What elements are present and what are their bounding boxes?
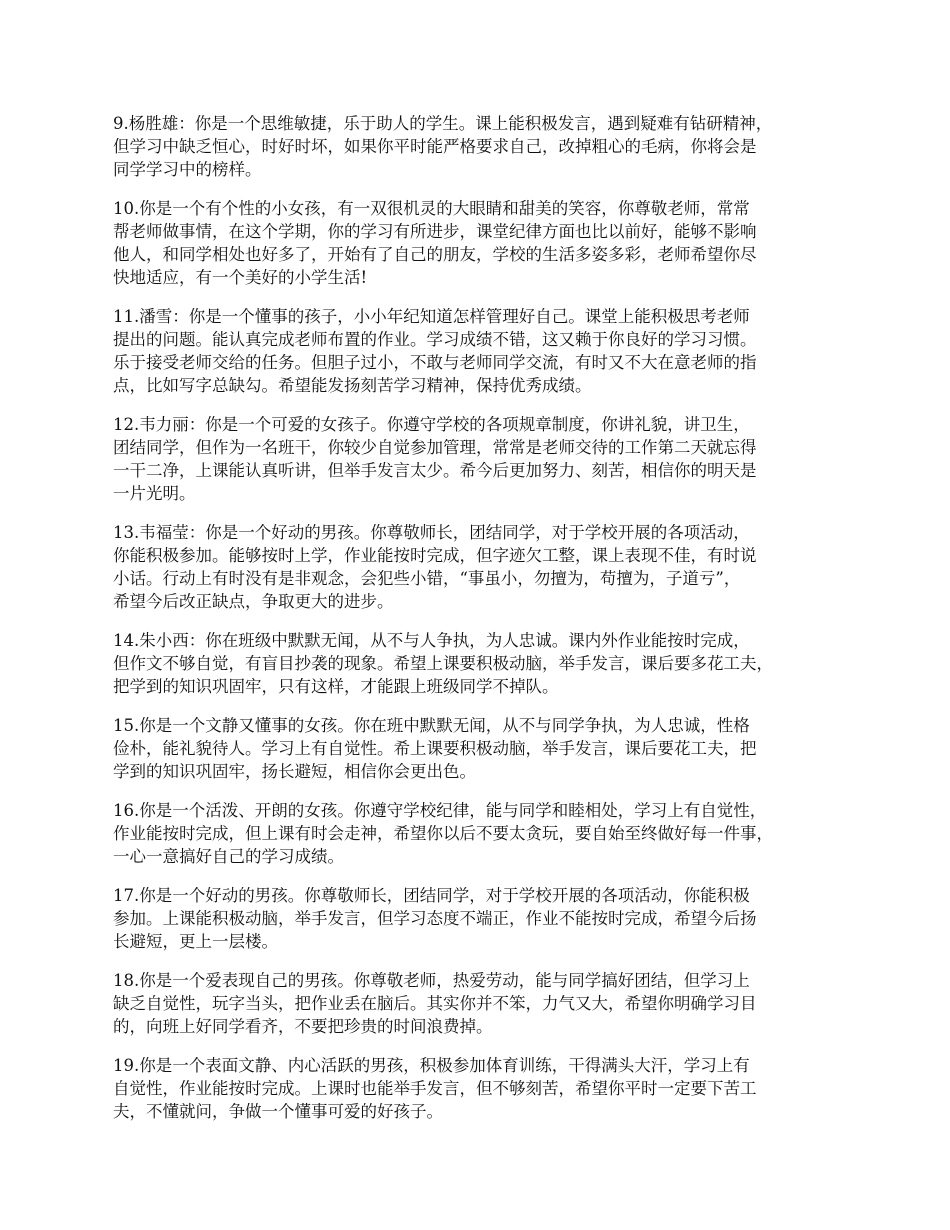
text-line: 把学到的知识巩固牢，只有这样，才能跟上班级同学不掉队。 xyxy=(113,677,559,696)
text-line: 一片光明。 xyxy=(113,484,196,503)
text-line: 11.潘雪：你是一个懂事的孩子，小小年纪知道怎样管理好自己。课堂上能积极思考老师 xyxy=(113,307,750,326)
comment-paragraph-12 xyxy=(113,413,847,505)
text-line: 15.你是一个文静又懂事的女孩。你在班中默默无闻，从不与同学争执，为人忠诚，性格 xyxy=(113,716,750,735)
text-line: 帮老师做事情，在这个学期，你的学习有所进步，课堂纪律方面也比以前好，能够不影响 xyxy=(113,222,757,241)
comment-paragraph-19 xyxy=(113,1054,847,1123)
text-line: 团结同学，但作为一名班干，你较少自觉参加管理，常常是老师交待的工作第二天就忘得 xyxy=(113,438,757,457)
text-line: 缺乏自觉性，玩字当头，把作业丢在脑后。其实你并不笨，力气又大，希望你明确学习目 xyxy=(113,994,757,1013)
text-line: 小话。行动上有时没有是非观念，会犯些小错，“事虽小，勿擅为，苟擅为，子道亏”， xyxy=(113,569,741,588)
text-line: 学到的知识巩固牢，扬长避短，相信你会更出色。 xyxy=(113,762,476,781)
text-line: 19.你是一个表面文静、内心活跃的男孩，积极参加体育训练，干得满头大汗，学习上有 xyxy=(113,1056,750,1075)
text-line: 夫，不懂就问，争做一个懂事可爱的好孩子。 xyxy=(113,1102,443,1121)
text-line: 一心一意搞好自己的学习成绩。 xyxy=(113,847,344,866)
text-line: 一干二净，上课能认真听讲，但举手发言太少。希今后更加努力、刻苦，相信你的明天是 xyxy=(113,461,757,480)
text-line: 但学习中缺乏恒心，时好时坏，如果你平时能严格要求自己，改掉粗心的毛病，你将会是 xyxy=(113,137,757,156)
text-line: 希望今后改正缺点，争取更大的进步。 xyxy=(113,592,394,611)
text-line: 参加。上课能积极动脑，举手发言，但学习态度不端正，作业不能按时完成，希望今后扬 xyxy=(113,909,757,928)
text-line: 俭朴，能礼貌待人。学习上有自觉性。希上课要积极动脑，举手发言，课后要花工夫，把 xyxy=(113,739,757,758)
comment-paragraph-13 xyxy=(113,521,847,613)
text-line: 12.韦力丽：你是一个可爱的女孩子。你遵守学校的各项规章制度，你讲礼貌，讲卫生， xyxy=(113,415,750,434)
text-line: 的，向班上好同学看齐，不要把珍贵的时间浪费掉。 xyxy=(113,1017,493,1036)
text-line: 同学学习中的榜样。 xyxy=(113,160,262,179)
comment-paragraph-16 xyxy=(113,799,847,868)
text-line: 16.你是一个活泼、开朗的女孩。你遵守学校纪律，能与同学和睦相处，学习上有自觉性， xyxy=(113,801,767,820)
comment-paragraph-18 xyxy=(113,969,847,1038)
text-line: 但作文不够自觉，有盲目抄袭的现象。希望上课要积极动脑，举手发言，课后要多花工夫， xyxy=(113,654,773,673)
text-line: 10.你是一个有个性的小女孩，有一双很机灵的大眼睛和甜美的笑容，你尊敬老师，常常 xyxy=(113,199,750,218)
text-line: 乐于接受老师交给的任务。但胆子过小，不敢与老师同学交流，有时又不大在意老师的指 xyxy=(113,353,757,372)
comment-paragraph-9 xyxy=(113,112,847,181)
text-line: 点，比如写字总缺勾。希望能发扬刻苦学习精神，保持优秀成绩。 xyxy=(113,376,592,395)
text-line: 18.你是一个爱表现自己的男孩。你尊敬老师，热爱劳动，能与同学搞好团结，但学习上 xyxy=(113,971,750,990)
text-line: 14.朱小西：你在班级中默默无闻，从不与人争执，为人忠诚。课内外作业能按时完成， xyxy=(113,631,750,650)
text-line: 快地适应，有一个美好的小学生活! xyxy=(113,268,368,287)
comment-paragraph-11 xyxy=(113,305,847,397)
text-line: 自觉性，作业能按时完成。上课时也能举手发言，但不够刻苦，希望你平时一定要下苦工 xyxy=(113,1079,757,1098)
comment-paragraph-17 xyxy=(113,884,847,953)
comment-paragraph-14 xyxy=(113,629,847,698)
text-line: 作业能按时完成，但上课有时会走神，希望你以后不要太贪玩，要自始至终做好每一件事， xyxy=(113,824,773,843)
text-line: 他人，和同学相处也好多了，开始有了自己的朋友，学校的生活多姿多彩，老师希望你尽 xyxy=(113,245,757,264)
comment-paragraph-10 xyxy=(113,197,847,289)
text-line: 你能积极参加。能够按时上学，作业能按时完成，但字迹欠工整，课上表现不佳，有时说 xyxy=(113,546,757,565)
comment-paragraph-15 xyxy=(113,714,847,783)
text-line: 提出的问题。能认真完成老师布置的作业。学习成绩不错，这又赖于你良好的学习习惯。 xyxy=(113,330,757,349)
text-line: 长避短，更上一层楼。 xyxy=(113,932,278,951)
text-line: 13.韦福莹：你是一个好动的男孩。你尊敬师长，团结同学，对于学校开展的各项活动， xyxy=(113,523,750,542)
text-line: 17.你是一个好动的男孩。你尊敬师长，团结同学，对于学校开展的各项活动，你能积极 xyxy=(113,886,750,905)
text-line: 9.杨胜雄：你是一个思维敏捷，乐于助人的学生。课上能积极发言，遇到疑难有钻研精神， xyxy=(113,114,773,133)
document-page xyxy=(113,112,847,1139)
